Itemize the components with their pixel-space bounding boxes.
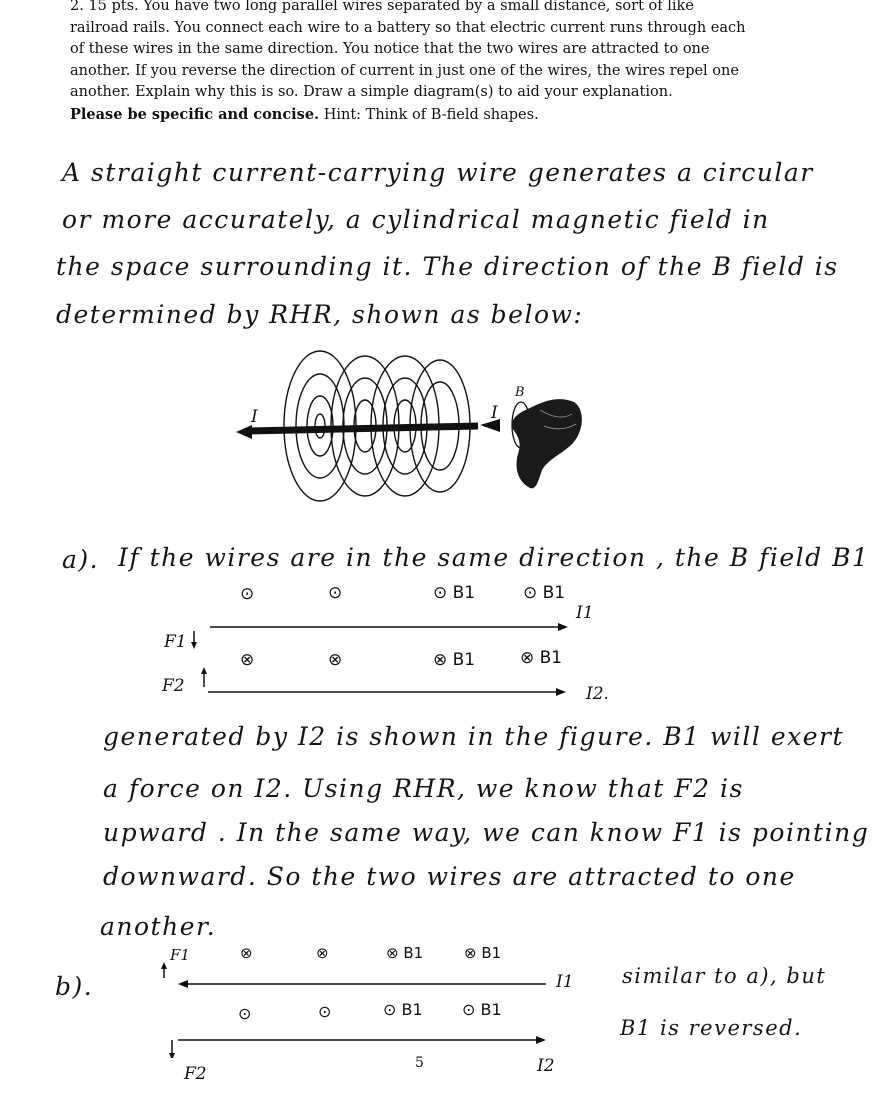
field-out-symbol: ⊙ — [318, 1002, 332, 1021]
figure-field-label: B — [515, 385, 525, 400]
arrow-left-icon — [178, 980, 188, 988]
wire-i2-label: I2. — [586, 684, 609, 704]
field-out-symbol: ⊙ B1 — [383, 1000, 423, 1019]
wire-i1-label: I1 — [576, 603, 594, 623]
field-out-symbol: ⊙ — [240, 584, 255, 604]
question-hint: Hint: Think of B-field shapes. — [319, 106, 539, 123]
force-f2-label: F2 — [162, 676, 185, 696]
field-in-symbol: ⊗ — [240, 944, 253, 962]
question-emphasis: Please be specific and concise. — [70, 105, 320, 123]
field-in-symbol: ⊗ — [328, 650, 343, 670]
hand-icon — [512, 399, 582, 488]
rhr-figure — [200, 330, 620, 530]
part-a-diagram — [160, 615, 580, 705]
question-line: 2. 15 pts. You have two long parallel wires separated by a small distance, sort of like — [70, 0, 694, 14]
question-block — [70, 0, 850, 126]
arrow-right-icon — [536, 1036, 546, 1044]
part-b-diagram — [150, 958, 570, 1058]
answer-intro-line: or more accurately, a cylindrical magnetic field in — [62, 205, 770, 234]
wire-i2-label: I2 — [537, 1056, 555, 1076]
part-a-heading: If the wires are in the same direction , the B field B1 — [118, 543, 870, 572]
arrow-down-icon — [169, 1053, 175, 1058]
part-a-text: downward. So the two wires are attracted to one — [103, 862, 796, 891]
page-number: 5 — [415, 1055, 424, 1071]
field-out-symbol: ⊙ — [328, 583, 343, 603]
figure-current-left: I — [251, 407, 258, 427]
part-b-note: similar to a), but — [622, 964, 827, 988]
question-line: another. If you reverse the direction of current in just one of the wires, the wires repel one — [70, 62, 739, 79]
arrow-up-icon — [201, 667, 207, 674]
arrow-up-icon — [161, 962, 167, 969]
answer-intro-line: determined by RHR, shown as below: — [56, 300, 584, 329]
field-in-symbol: ⊗ B1 — [464, 944, 502, 962]
arrow-down-icon — [191, 642, 197, 649]
wire-i1-label: I1 — [556, 972, 574, 992]
wire-rod — [248, 426, 478, 431]
answer-intro-line: the space surrounding it. The direction of the B field is — [56, 252, 839, 281]
field-out-symbol: ⊙ B1 — [523, 583, 566, 603]
question-line — [70, 104, 850, 127]
part-a-text: another. — [100, 912, 217, 941]
arrow-right-icon — [558, 623, 568, 631]
part-a-text: a force on I2. Using RHR, we know that F2 is — [103, 774, 744, 803]
force-f1-label: F1 — [164, 632, 187, 652]
part-b-note: B1 is reversed. — [620, 1016, 803, 1040]
arrow-right-icon — [556, 688, 566, 696]
figure-current-right: I — [491, 403, 498, 423]
field-in-symbol: ⊗ — [316, 944, 329, 962]
force-f1-label: F1 — [170, 946, 190, 964]
part-a-label: a). — [62, 545, 100, 574]
question-line: of these wires in the same direction. You notice that the two wires are attracted to one — [70, 41, 710, 57]
field-in-symbol: ⊗ B1 — [520, 648, 563, 668]
field-out-symbol: ⊙ B1 — [433, 583, 476, 603]
arrow-left-icon — [236, 425, 252, 439]
answer-intro-line: A straight current-carrying wire generates a circular — [62, 158, 814, 187]
part-a-text: generated by I2 is shown in the figure. B1 will exert — [103, 722, 845, 751]
part-a-text: upward . In the same way, we can know F1 is pointing — [103, 818, 870, 847]
field-out-symbol: ⊙ — [238, 1004, 252, 1023]
field-in-symbol: ⊗ B1 — [433, 650, 476, 670]
field-out-symbol: ⊙ B1 — [462, 1000, 502, 1019]
part-b-label: b). — [55, 972, 94, 1001]
field-in-symbol: ⊗ — [240, 650, 255, 670]
field-in-symbol: ⊗ B1 — [386, 944, 424, 962]
question-line: railroad rails. You connect each wire to a battery so that electric current runs through each — [70, 19, 746, 36]
question-line: another. Explain why this is so. Draw a simple diagram(s) to aid your explanation. — [70, 84, 673, 100]
force-f2-label: F2 — [184, 1064, 207, 1084]
